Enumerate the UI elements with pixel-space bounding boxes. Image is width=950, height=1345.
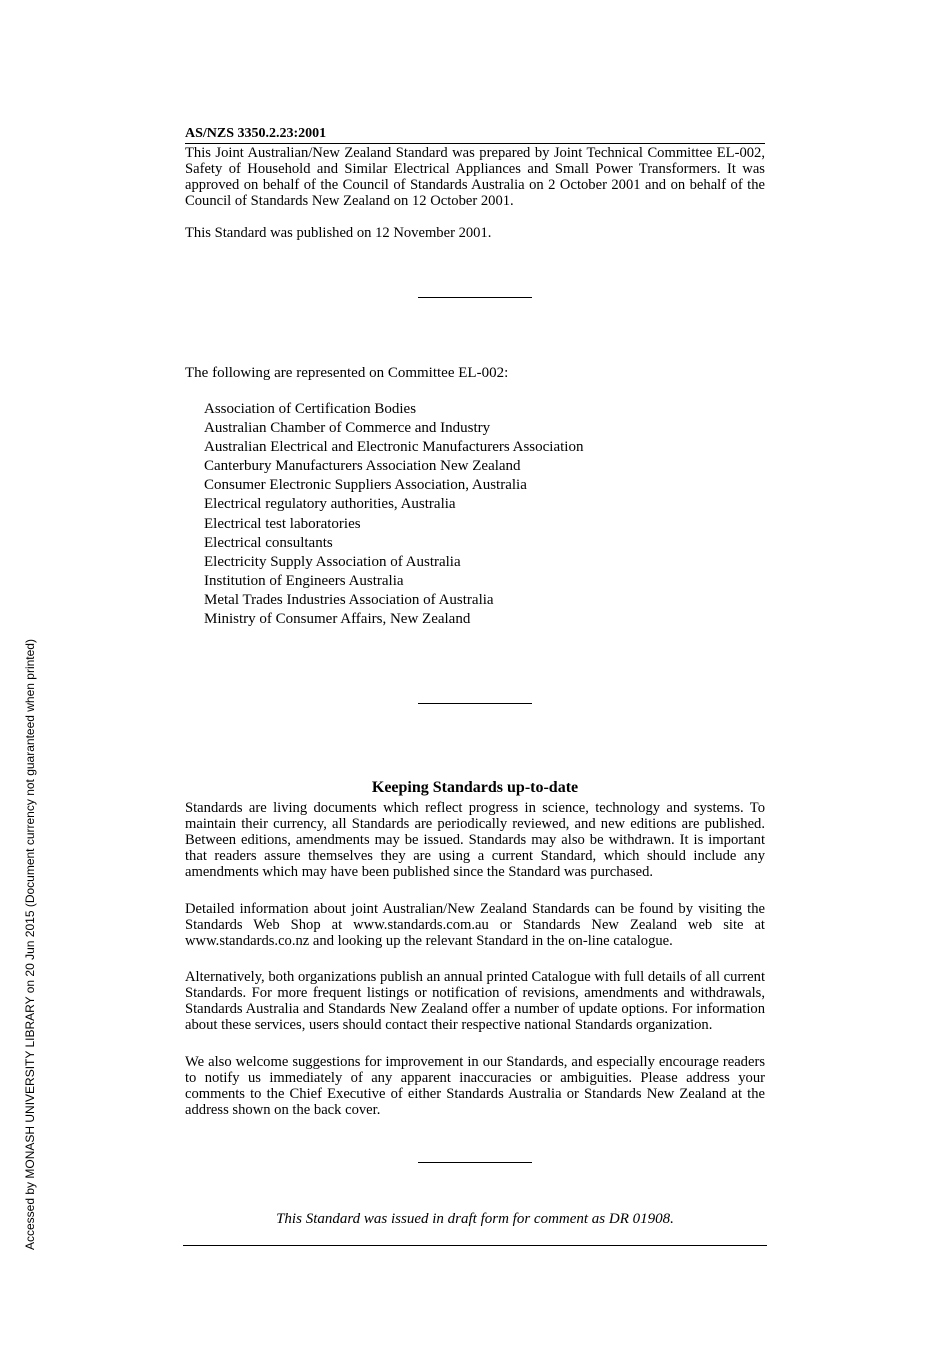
published-date-paragraph: This Standard was published on 12 November 2001. — [185, 225, 492, 241]
committee-member: Institution of Engineers Australia — [204, 572, 404, 589]
committee-member: Electrical consultants — [204, 534, 333, 551]
committee-member: Electrical test laboratories — [204, 515, 361, 532]
committee-member: Australian Electrical and Electronic Manufacturers Association — [204, 439, 584, 456]
draft-note: This Standard was issued in draft form for comment as DR 01908. — [276, 1211, 674, 1227]
committee-member: Metal Trades Industries Association of Australia — [204, 591, 494, 608]
divider-rule — [418, 703, 532, 704]
committee-member: Electricity Supply Association of Australia — [204, 553, 461, 570]
committee-intro: The following are represented on Committee EL-002: — [185, 365, 509, 381]
preparation-paragraph: This Joint Australian/New Zealand Standard was prepared by Joint Technical Committee EL-002, Safety of Household and Similar Electrical Appliances and Small Power Transformers. It was approved on behalf of the Council of Standards Australia on 2 October 2001 and on behalf of the Council of Standards New Zealand on 12 October 2001. — [185, 145, 765, 209]
keeping-standards-heading: Keeping Standards up-to-date — [371, 779, 579, 796]
keeping-paragraph: Standards are living documents which reflect progress in science, technology and systems. To maintain their currency, all Standards are periodically reviewed, and new editions are published. Between editions, amendments may be issued. Standards may also be withdrawn. It is important that readers assure themselves they are using a current Standard, which should include any amendments which may have been published since the Standard was purchased. — [185, 800, 765, 880]
committee-member-list — [204, 400, 583, 629]
committee-member: Association of Certification Bodies — [204, 401, 417, 417]
committee-member: Australian Chamber of Commerce and Industry — [204, 420, 491, 437]
standard-code: AS/NZS 3350.2.23:2001 — [185, 126, 765, 144]
committee-member: Electrical regulatory authorities, Australia — [204, 496, 456, 513]
divider-rule — [418, 297, 532, 298]
committee-member: Ministry of Consumer Affairs, New Zealand — [204, 611, 471, 628]
keeping-paragraph: Alternatively, both organizations publish an annual printed Catalogue with full details of all current Standards. For more frequent listings or notification of revisions, amendments and withdrawals, Standards Australia and Standards New Zealand offer a number of update options. For information about these services, users should contact their respective national Standards organization. — [185, 969, 765, 1033]
divider-rule — [418, 1162, 532, 1163]
keeping-paragraph: We also welcome suggestions for improvement in our Standards, and especially encourage readers to notify us immediately of any apparent inaccuracies or ambiguities. Please address your comments to the Chief Executive of either Standards Australia or Standards New Zealand at the address shown on the back cover. — [185, 1054, 765, 1118]
committee-member: Consumer Electronic Suppliers Association, Australia — [204, 477, 527, 494]
keeping-paragraph: Detailed information about joint Australian/New Zealand Standards can be found by visiting the Standards Web Shop at www.standards.com.au or Standards New Zealand web site at www.standards.co.nz and looking up the relevant Standard in the on-line catalogue. — [185, 901, 765, 949]
bottom-rule — [183, 1245, 767, 1246]
access-watermark: Accessed by MONASH UNIVERSITY LIBRARY on 20 Jun 2015 (Document currency not guaranteed when printed) — [23, 639, 37, 1250]
committee-member: Canterbury Manufacturers Association New Zealand — [204, 458, 521, 475]
